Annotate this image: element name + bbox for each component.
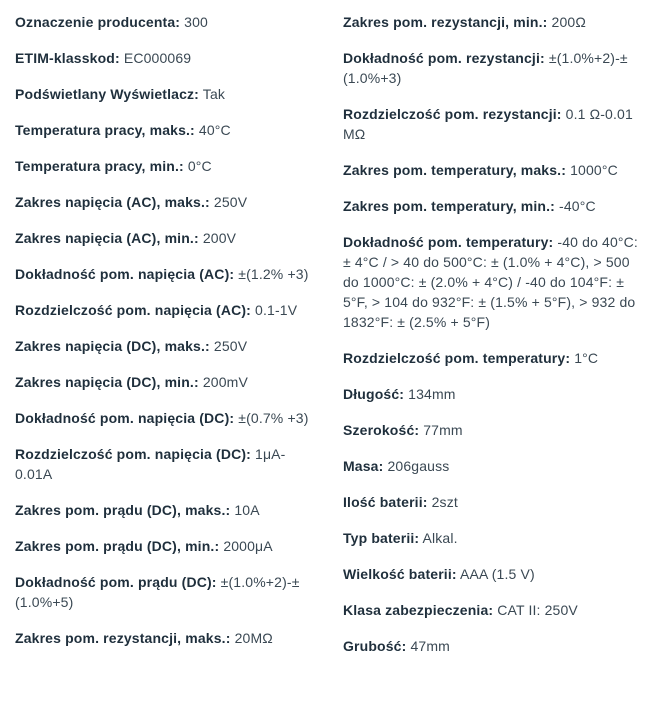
spec-label: Wielkość baterii:: [343, 566, 457, 582]
spec-mass: [343, 456, 643, 476]
spec-label: Rozdzielczość pom. temperatury:: [343, 350, 571, 366]
spec-label: Zakres pom. prądu (DC), maks.:: [15, 502, 231, 518]
spec-value: 1000°C: [570, 162, 618, 178]
spec-value: 206gauss: [387, 458, 450, 474]
spec-column-left: [15, 12, 315, 672]
spec-temperature-max: [343, 160, 643, 180]
spec-value: 2szt: [431, 494, 458, 510]
spec-value: 20MΩ: [234, 630, 273, 646]
spec-dc-voltage-max: [15, 336, 315, 356]
spec-value: AAA (1.5 V): [459, 566, 535, 582]
spec-value: 200V: [202, 230, 237, 246]
spec-value: ±(1.2% +3): [238, 266, 309, 282]
spec-operating-temp-min: [15, 156, 315, 176]
spec-value: 250V: [213, 338, 248, 354]
spec-value: 40°C: [198, 122, 231, 138]
spec-battery-type: [343, 528, 643, 548]
spec-resistance-min: [343, 12, 643, 32]
spec-dc-voltage-resolution: [15, 444, 315, 484]
spec-value: ±(0.7% +3): [238, 410, 309, 426]
spec-value: 2000μA: [223, 538, 273, 554]
spec-label: Typ baterii:: [343, 530, 420, 546]
spec-value: 1°C: [574, 350, 599, 366]
spec-label: Zakres napięcia (DC), maks.:: [15, 338, 210, 354]
spec-value: 10A: [234, 502, 260, 518]
spec-label: Grubość:: [343, 638, 407, 654]
spec-label: Masa:: [343, 458, 384, 474]
spec-ac-voltage-resolution: [15, 300, 315, 320]
spec-width: [343, 420, 643, 440]
spec-ac-voltage-min: [15, 228, 315, 248]
spec-label: Klasa zabezpieczenia:: [343, 602, 494, 618]
spec-value: 77mm: [423, 422, 463, 438]
spec-battery-size: [343, 564, 643, 584]
spec-label: Dokładność pom. napięcia (DC):: [15, 410, 235, 426]
spec-list: [15, 12, 643, 672]
spec-label: Zakres pom. prądu (DC), min.:: [15, 538, 220, 554]
spec-dc-current-min: [15, 536, 315, 556]
spec-thickness: [343, 636, 643, 656]
spec-value: ±(1.0%+2)-±(1.0%+3): [343, 50, 628, 86]
spec-label: Ilość baterii:: [343, 494, 428, 510]
spec-protection-class: [343, 600, 643, 620]
spec-value: Alkal.: [422, 530, 458, 546]
spec-column-right: [343, 12, 643, 672]
spec-value: 0.1 Ω-0.01 MΩ: [343, 106, 633, 142]
spec-label: Zakres napięcia (AC), maks.:: [15, 194, 210, 210]
spec-label: Dokładność pom. temperatury:: [343, 234, 554, 250]
spec-value: -40°C: [559, 198, 596, 214]
spec-ac-voltage-max: [15, 192, 315, 212]
spec-label: Oznaczenie producenta:: [15, 14, 181, 30]
spec-label: Długość:: [343, 386, 405, 402]
spec-dc-current-max: [15, 500, 315, 520]
spec-dc-current-accuracy: [15, 572, 315, 612]
spec-value: CAT II: 250V: [497, 602, 578, 618]
spec-value: -40 do 40°C: ± 4°C / > 40 do 500°C: ± (1.0% + 4°C), > 500 do 1000°C: ± (2.0% + 4°C) / -40 do 104°F: ± 5°F, > 104 do 932°F: ± (1.5% + 5°F), > 932 do 1832°F: ± (2.5% + 5°F): [343, 234, 638, 330]
spec-label: Rozdzielczość pom. napięcia (AC):: [15, 302, 251, 318]
spec-resistance-accuracy: [343, 48, 643, 88]
spec-dc-voltage-accuracy: [15, 408, 315, 428]
spec-label: Zakres pom. rezystancji, maks.:: [15, 630, 231, 646]
spec-value: 300: [184, 14, 208, 30]
spec-label: Szerokość:: [343, 422, 420, 438]
spec-label: Zakres napięcia (AC), min.:: [15, 230, 199, 246]
spec-length: [343, 384, 643, 404]
spec-value: 200mV: [202, 374, 248, 390]
spec-temperature-min: [343, 196, 643, 216]
spec-temperature-resolution: [343, 348, 643, 368]
spec-ac-voltage-accuracy: [15, 264, 315, 284]
spec-value: EC000069: [123, 50, 192, 66]
spec-value: 0°C: [187, 158, 212, 174]
spec-label: Dokładność pom. rezystancji:: [343, 50, 545, 66]
spec-label: Zakres napięcia (DC), min.:: [15, 374, 199, 390]
spec-value: 1μA-0.01A: [15, 446, 286, 482]
spec-label: Zakres pom. rezystancji, min.:: [343, 14, 548, 30]
spec-etim-class: [15, 48, 315, 68]
spec-label: Podświetlany Wyświetlacz:: [15, 86, 199, 102]
spec-label: Rozdzielczość pom. rezystancji:: [343, 106, 562, 122]
spec-label: Zakres pom. temperatury, min.:: [343, 198, 555, 214]
spec-value: 200Ω: [551, 14, 586, 30]
spec-label: Rozdzielczość pom. napięcia (DC):: [15, 446, 251, 462]
spec-label: Dokładność pom. napięcia (AC):: [15, 266, 235, 282]
spec-label: ETIM-klasskod:: [15, 50, 120, 66]
spec-operating-temp-max: [15, 120, 315, 140]
spec-temperature-accuracy: [343, 232, 643, 332]
spec-backlit-display: [15, 84, 315, 104]
spec-dc-voltage-min: [15, 372, 315, 392]
spec-value: 134mm: [408, 386, 456, 402]
spec-value: ±(1.0%+2)-±(1.0%+5): [15, 574, 300, 610]
spec-label: Zakres pom. temperatury, maks.:: [343, 162, 567, 178]
spec-resistance-max: [15, 628, 315, 648]
spec-value: Tak: [202, 86, 226, 102]
spec-label: Temperatura pracy, maks.:: [15, 122, 195, 138]
spec-manufacturer-code: [15, 12, 315, 32]
spec-value: 47mm: [410, 638, 450, 654]
spec-resistance-resolution: [343, 104, 643, 144]
spec-label: Temperatura pracy, min.:: [15, 158, 184, 174]
spec-value: 250V: [213, 194, 248, 210]
spec-battery-count: [343, 492, 643, 512]
spec-label: Dokładność pom. prądu (DC):: [15, 574, 217, 590]
spec-value: 0.1-1V: [255, 302, 298, 318]
